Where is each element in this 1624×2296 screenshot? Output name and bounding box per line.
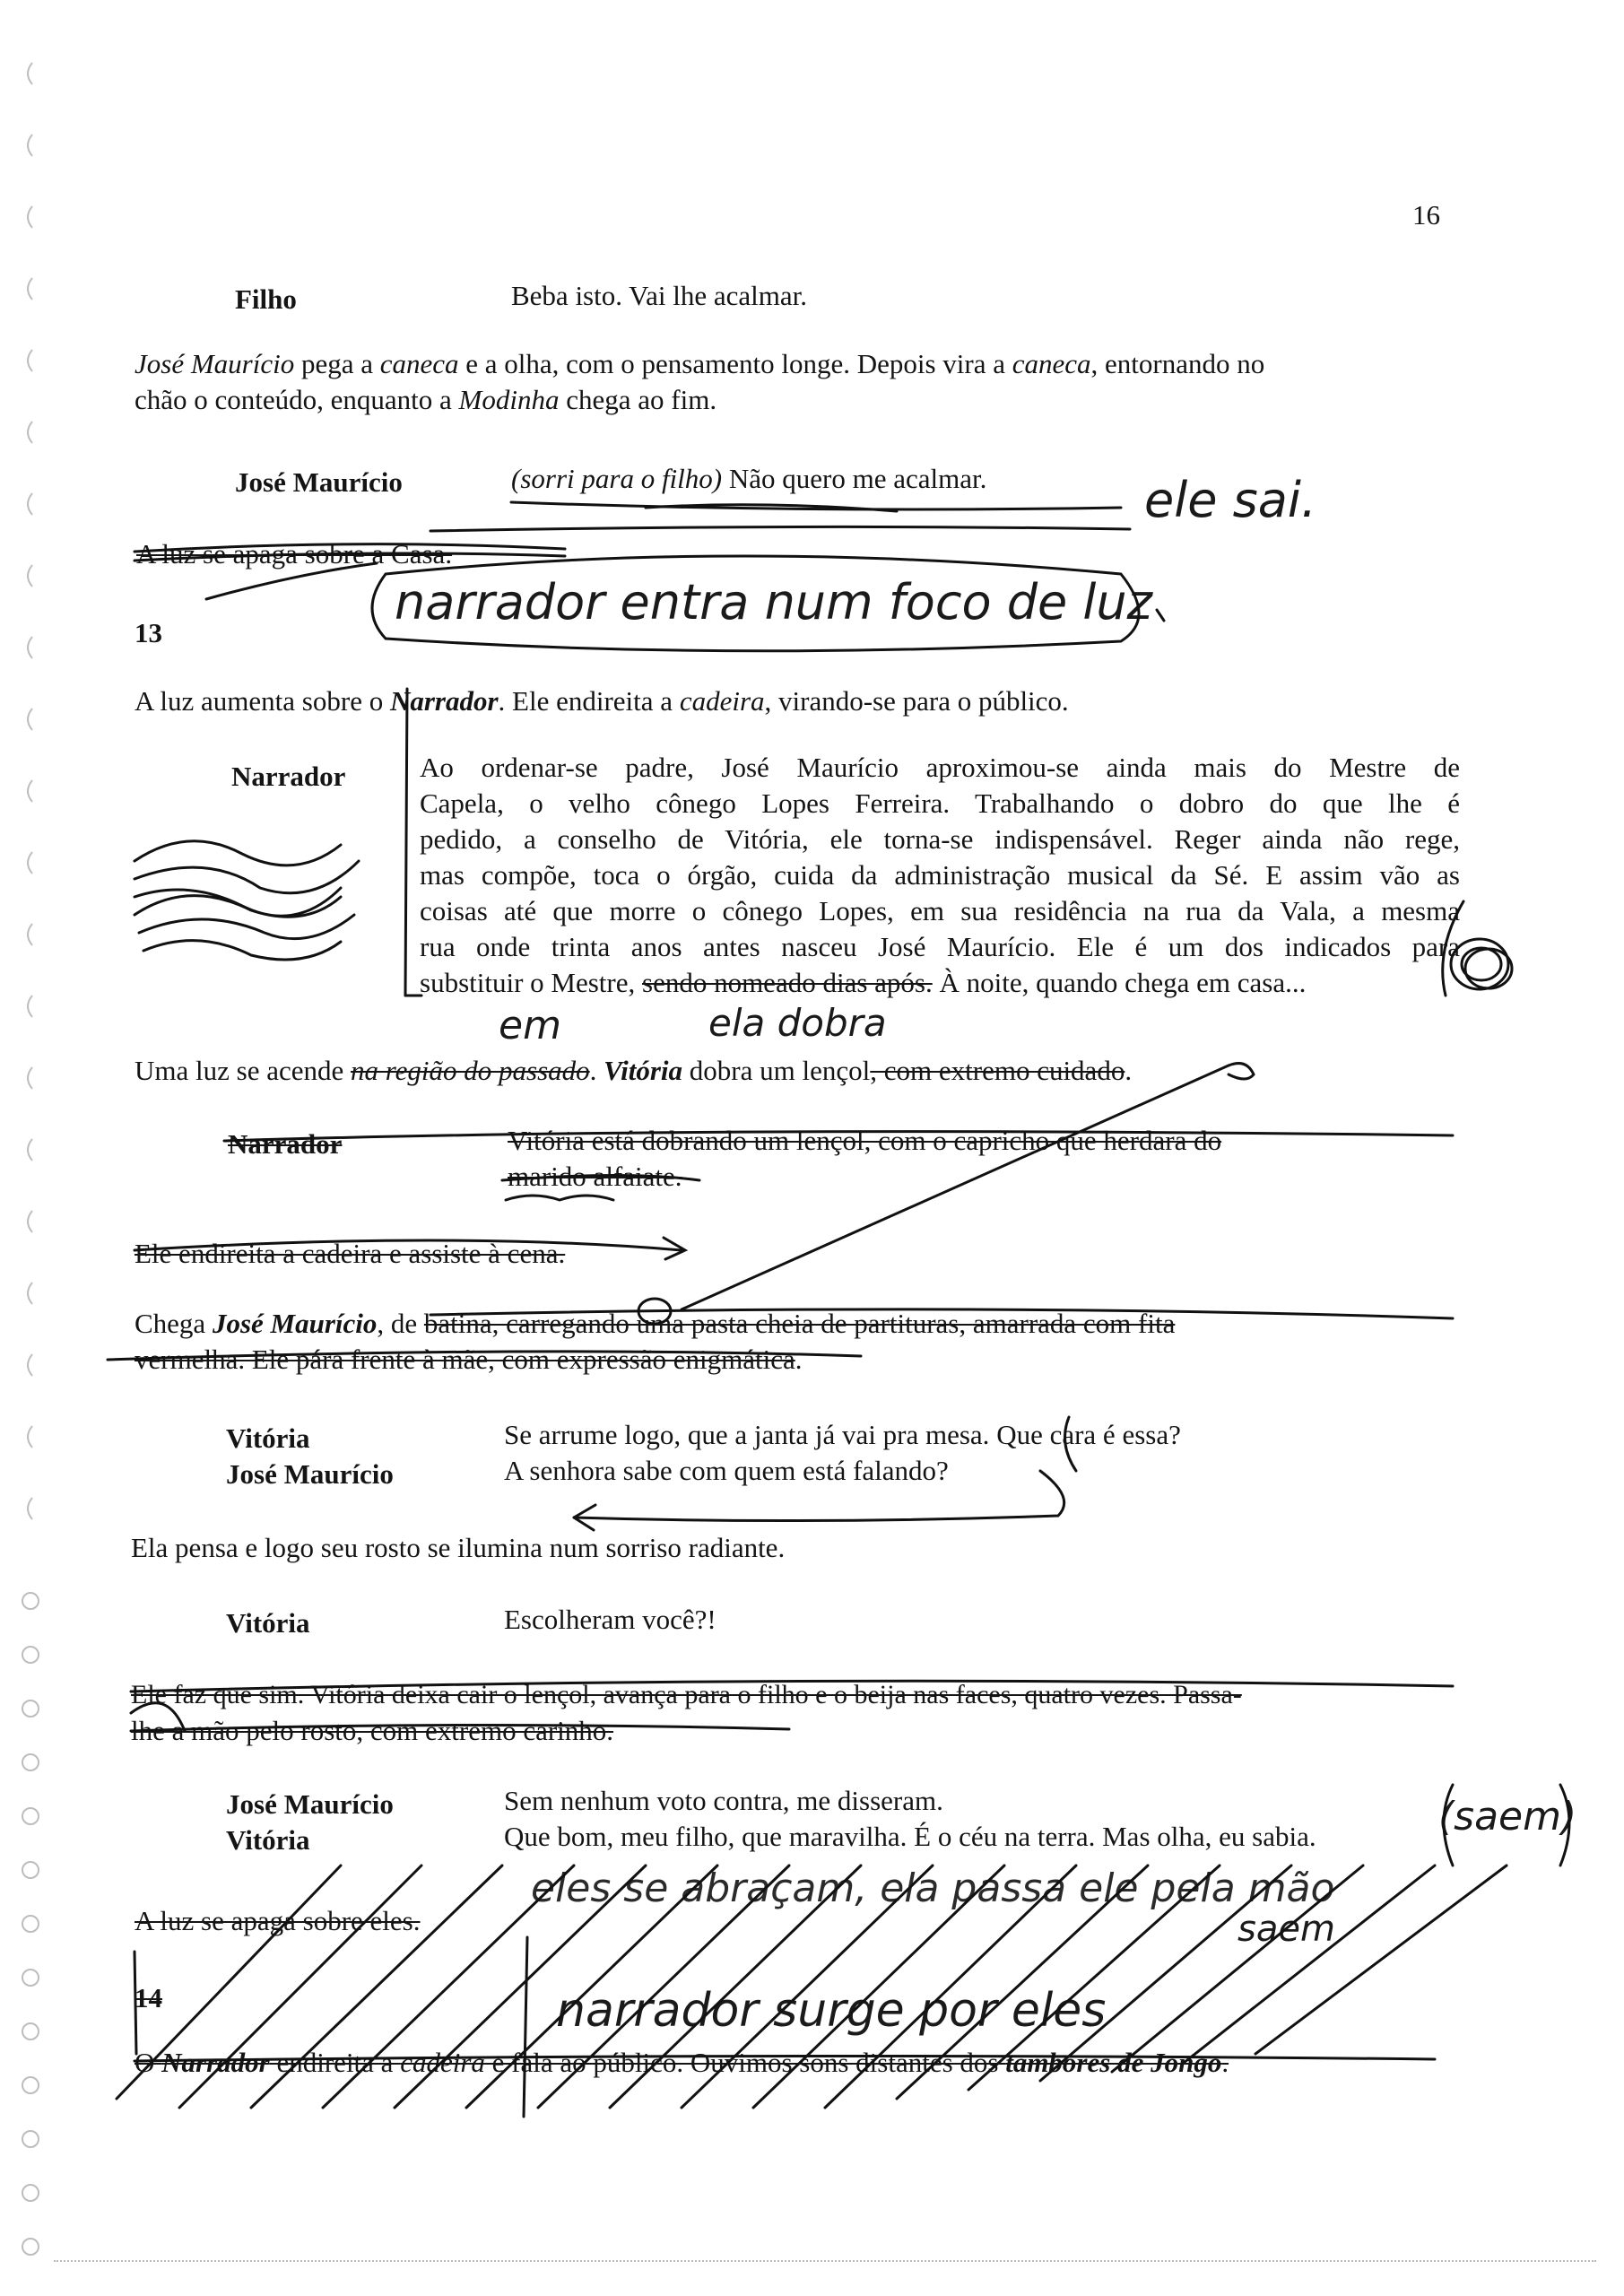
speaker-jose-mauricio-3: José Maurício: [226, 1788, 394, 1820]
struck-stage-direction-4: A luz se apaga sobre eles.: [135, 1905, 421, 1936]
speaker-narrador: Narrador: [231, 761, 346, 792]
speaker-filho: Filho: [235, 283, 297, 315]
struck-stage-direction-1: A luz se apaga sobre a Casa.: [136, 538, 453, 570]
narrador-speech: [420, 750, 1460, 1001]
stage-direction-5: Ela pensa e logo seu rosto se ilumina num sorriso radiante.: [131, 1532, 786, 1563]
dialogue-jose-mauricio-1: (sorri para o filho) Não quero me acalmar.: [511, 463, 987, 494]
dialogue-vitoria-3: Que bom, meu filho, que maravilha. É o céu na terra. Mas olha, eu sabia.: [504, 1821, 1316, 1852]
narr-line: mas compõe, toca o órgão, cuida da administração musical da Sé. E assim vão as: [420, 859, 1460, 891]
handwritten-narrador-entra: narrador entra num foco de luz: [395, 574, 1152, 631]
scene-number-13: 13: [135, 617, 162, 648]
narr-line: rua onde trinta anos antes nasceu José Maurício. Ele é um dos indicados para: [420, 931, 1460, 962]
narr-line: Capela, o velho cônego Lopes Ferreira. Trabalhando o dobro do que lhe é: [420, 787, 1460, 819]
stage-direction-2: A luz aumenta sobre o Narrador. Ele endireita a cadeira, virando-se para o público.: [135, 685, 1069, 717]
speaker-vitoria-3: Vitória: [226, 1824, 310, 1856]
dialogue-vitoria-1: Se arrume logo, que a janta já vai pra mesa. Que cara é essa?: [504, 1419, 1181, 1450]
scene-number-14: 14: [135, 1982, 162, 2013]
speaker-vitoria-2: Vitória: [226, 1607, 310, 1639]
dialogue-jose-mauricio-2: A senhora sabe com quem está falando?: [504, 1455, 949, 1486]
binding-holes: [16, 36, 43, 2278]
stage-direction-1: José Maurício pega a caneca e a olha, com o pensamento longe. Depois vira a caneca, entornando no chão o conteúdo, enquanto a Modinha chega ao fim.: [135, 348, 1265, 415]
struck-speaker-narrador: Narrador: [228, 1128, 343, 1160]
handwritten-saem: (saem): [1438, 1794, 1577, 1839]
dialogue-jose-mauricio-3: Sem nenhum voto contra, me disseram.: [504, 1785, 943, 1816]
handwritten-narrador-surge: narrador surge por eles: [556, 1984, 1107, 2038]
narr-line: substituir o Mestre, sendo nomeado dias após. À noite, quando chega em casa...: [420, 967, 1307, 998]
struck-narrador-line-1: Vitória está dobrando um lençol, com o capricho que herdara do: [508, 1125, 1222, 1156]
struck-stage-direction-3b: lhe a mão pelo rosto, com extremo carinho.: [131, 1715, 614, 1746]
struck-narrador-line-2: marido alfaiate.: [508, 1161, 682, 1192]
page-bottom-edge: [54, 2260, 1596, 2264]
stage-direction-4: Chega José Maurício, de batina, carregando uma pasta cheia de partituras, amarrada com fita vermelha. Ele pára frente à mãe, com expressão enigmática.: [135, 1308, 1176, 1375]
narr-line: coisas até que morre o cônego Lopes, em sua residência na rua da Vala, a mesma: [420, 895, 1460, 926]
narr-line: Ao ordenar-se padre, José Maurício aproximou-se ainda mais do Mestre de: [420, 752, 1460, 783]
handwritten-eles-se-abracam: eles se abraçam, ela passa ele pela mão: [531, 1866, 1335, 1911]
struck-stage-direction-5: O Narrador endireita a cadeira e fala ao público. Ouvimos sons distantes dos tambores de Jongo.: [135, 2047, 1229, 2078]
dialogue-vitoria-2: Escolheram você?!: [504, 1604, 716, 1635]
dialogue-filho: Beba isto. Vai lhe acalmar.: [511, 280, 807, 311]
page-number: 16: [1412, 199, 1440, 230]
handwritten-ele-sai: ele sai.: [1144, 472, 1317, 528]
narr-line: pedido, a conselho de Vitória, ele torna-se indispensável. Reger ainda não rege,: [420, 823, 1460, 855]
stage-direction-3: Uma luz se acende na região do passado. Vitória dobra um lençol, com extremo cuidado.: [135, 1055, 1133, 1086]
speaker-jose-mauricio-2: José Maurício: [226, 1458, 394, 1490]
speaker-jose-mauricio-1: José Maurício: [235, 466, 403, 498]
struck-stage-direction-2: Ele endireita a cadeira e assiste à cena.: [135, 1238, 566, 1269]
struck-stage-direction-3a: Ele faz que sim. Vitória deixa cair o lençol, avança para o filho e o beija nas faces, quatro vezes. Passa-: [131, 1680, 1242, 1709]
speaker-vitoria-1: Vitória: [226, 1422, 310, 1454]
handwritten-ela-dobra: ela dobra: [708, 1001, 887, 1045]
handwritten-saem-2: saem: [1238, 1909, 1335, 1950]
handwritten-em: em: [499, 1003, 561, 1048]
